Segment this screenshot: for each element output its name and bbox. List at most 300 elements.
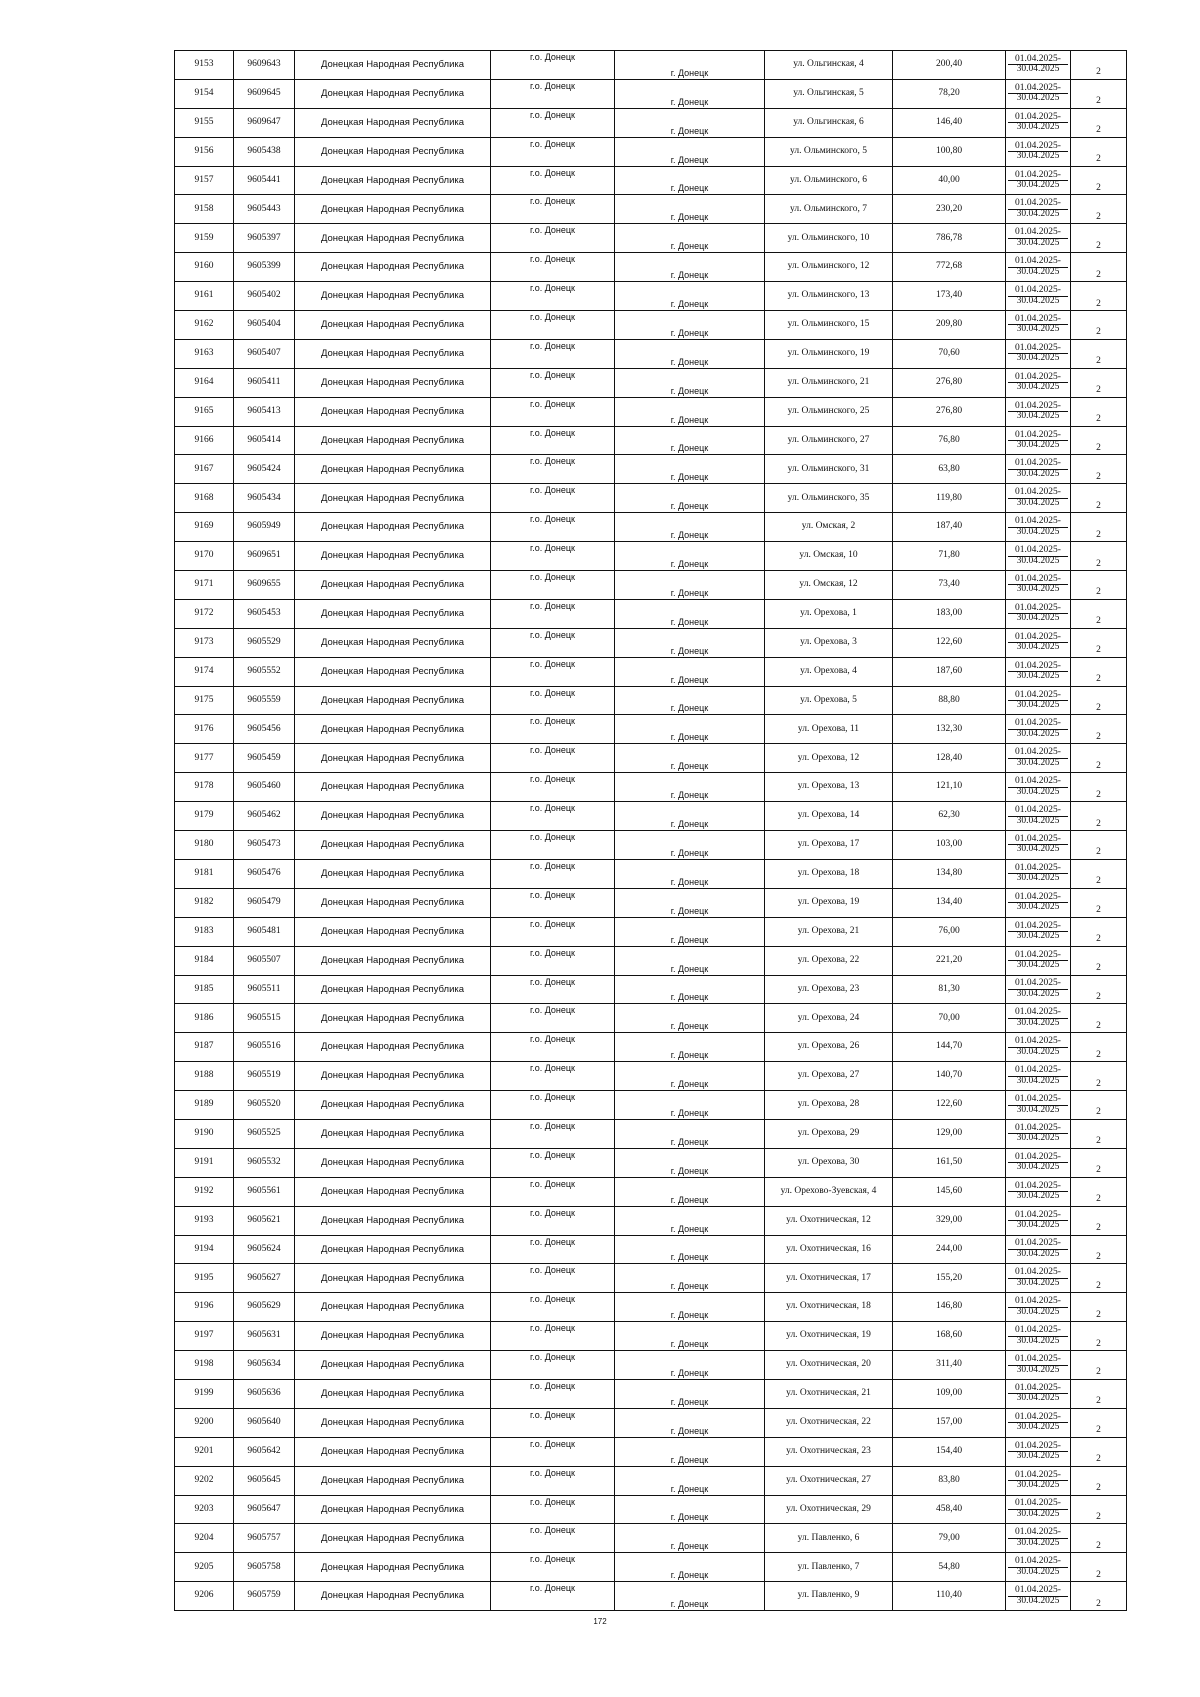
period-start-text: 01.04.2025-: [1015, 660, 1061, 671]
period-start-text: 01.04.2025-: [1015, 545, 1061, 556]
area-cell: 329,00: [893, 1206, 1006, 1235]
row-number-cell: 9203: [175, 1495, 234, 1524]
republic-cell: Донецкая Народная Республика: [295, 1293, 491, 1322]
period-end-text: 30.04.2025: [1008, 1509, 1068, 1520]
object-code-cell: 9605459: [234, 744, 295, 773]
urban-district-text: г.о. Донецк: [530, 1294, 575, 1305]
quantity-text: 2: [1096, 876, 1101, 887]
quantity-text: 2: [1096, 211, 1101, 222]
period-start-text: 01.04.2025-: [1015, 1325, 1061, 1336]
period-cell: [1006, 975, 1071, 1004]
address-cell: ул. Орехова, 12: [765, 744, 893, 773]
urban-district-text: г.о. Донецк: [530, 283, 575, 294]
period-end-text: 30.04.2025: [1008, 1365, 1068, 1376]
republic-cell: Донецкая Народная Республика: [295, 282, 491, 311]
urban-district-cell: [491, 1408, 615, 1437]
urban-district-cell: [491, 975, 615, 1004]
urban-district-cell: [491, 1322, 615, 1351]
republic-cell: Донецкая Народная Республика: [295, 339, 491, 368]
area-cell: 122,60: [893, 1091, 1006, 1120]
period-cell: [1006, 657, 1071, 686]
row-number-cell: 9176: [175, 715, 234, 744]
period-cell: [1006, 542, 1071, 571]
table-row: [175, 1524, 1127, 1553]
row-number-cell: 9196: [175, 1293, 234, 1322]
quantity-text: 2: [1096, 500, 1101, 511]
object-code-cell: 9605647: [234, 1495, 295, 1524]
quantity-cell: [1071, 1351, 1127, 1380]
quantity-text: 2: [1096, 1165, 1101, 1176]
address-cell: ул. Охотническая, 27: [765, 1466, 893, 1495]
quantity-cell: [1071, 888, 1127, 917]
urban-district-text: г.о. Донецк: [530, 1120, 575, 1131]
city-text: г. Донецк: [670, 1512, 709, 1523]
city-text: г. Донецк: [670, 1454, 709, 1465]
urban-district-text: г.о. Донецк: [530, 572, 575, 583]
period-end-text: 30.04.2025: [1008, 151, 1068, 162]
row-number-cell: 9161: [175, 282, 234, 311]
urban-district-text: г.о. Донецк: [530, 1323, 575, 1334]
city-text: г. Донецк: [670, 732, 709, 743]
row-number-cell: 9171: [175, 571, 234, 600]
city-cell: [615, 946, 765, 975]
period-start-text: 01.04.2025-: [1015, 631, 1061, 642]
urban-district-cell: [491, 773, 615, 802]
object-code-cell: 9605519: [234, 1062, 295, 1091]
urban-district-text: г.о. Донецк: [530, 860, 575, 871]
republic-cell: Донецкая Народная Республика: [295, 137, 491, 166]
period-start-text: 01.04.2025-: [1015, 833, 1061, 844]
period-start-text: 01.04.2025-: [1015, 1296, 1061, 1307]
period-end-text: 30.04.2025: [1008, 209, 1068, 220]
period-cell: [1006, 1524, 1071, 1553]
address-cell: ул. Охотническая, 17: [765, 1264, 893, 1293]
city-text: г. Донецк: [670, 963, 709, 974]
object-code-cell: 9605507: [234, 946, 295, 975]
area-cell: 83,80: [893, 1466, 1006, 1495]
quantity-cell: [1071, 1408, 1127, 1437]
quantity-text: 2: [1096, 1309, 1101, 1320]
row-number-cell: 9182: [175, 888, 234, 917]
urban-district-text: г.о. Донецк: [530, 1265, 575, 1276]
area-cell: 134,40: [893, 888, 1006, 917]
period-cell: [1006, 426, 1071, 455]
period-end-text: 30.04.2025: [1008, 353, 1068, 364]
republic-cell: Донецкая Народная Республика: [295, 166, 491, 195]
period-start-text: 01.04.2025-: [1015, 891, 1061, 902]
table-row: [175, 1119, 1127, 1148]
area-cell: 145,60: [893, 1177, 1006, 1206]
table-row: [175, 455, 1127, 484]
urban-district-cell: [491, 1351, 615, 1380]
area-cell: 62,30: [893, 802, 1006, 831]
urban-district-text: г.о. Донецк: [530, 369, 575, 380]
table-row: [175, 715, 1127, 744]
city-cell: [615, 1582, 765, 1611]
table-row: [175, 484, 1127, 513]
urban-district-cell: [491, 1466, 615, 1495]
period-end-text: 30.04.2025: [1008, 902, 1068, 913]
table-row: [175, 1033, 1127, 1062]
table-row: [175, 1582, 1127, 1611]
area-cell: 173,40: [893, 282, 1006, 311]
period-cell: [1006, 1033, 1071, 1062]
area-cell: 458,40: [893, 1495, 1006, 1524]
city-cell: [615, 1495, 765, 1524]
object-code-cell: 9605949: [234, 513, 295, 542]
city-text: г. Донецк: [670, 443, 709, 454]
period-end-text: 30.04.2025: [1008, 556, 1068, 567]
urban-district-text: г.о. Донецк: [530, 109, 575, 120]
table-row: [175, 859, 1127, 888]
city-text: г. Донецк: [670, 905, 709, 916]
urban-district-cell: [491, 282, 615, 311]
quantity-cell: [1071, 1582, 1127, 1611]
quantity-text: 2: [1096, 963, 1101, 973]
period-start-text: 01.04.2025-: [1015, 198, 1061, 209]
urban-district-cell: [491, 455, 615, 484]
city-text: г. Донецк: [670, 847, 709, 858]
quantity-cell: [1071, 1264, 1127, 1293]
period-end-text: 30.04.2025: [1008, 758, 1068, 769]
city-cell: [615, 1119, 765, 1148]
period-cell: [1006, 339, 1071, 368]
object-code-cell: 9605481: [234, 917, 295, 946]
table-row: [175, 79, 1127, 108]
urban-district-cell: [491, 108, 615, 137]
republic-cell: Донецкая Народная Республика: [295, 397, 491, 426]
row-number-cell: 9193: [175, 1206, 234, 1235]
urban-district-cell: [491, 1437, 615, 1466]
period-cell: [1006, 1293, 1071, 1322]
city-text: г. Донецк: [670, 1339, 709, 1350]
city-text: г. Донецк: [670, 1252, 709, 1263]
quantity-cell: [1071, 51, 1127, 80]
object-code-cell: 9605413: [234, 397, 295, 426]
area-cell: 168,60: [893, 1322, 1006, 1351]
city-cell: [615, 1553, 765, 1582]
address-cell: ул. Орехова, 4: [765, 657, 893, 686]
table-row: [175, 657, 1127, 686]
address-cell: ул. Орехова, 24: [765, 1004, 893, 1033]
urban-district-text: г.о. Донецк: [530, 716, 575, 727]
period-cell: [1006, 1495, 1071, 1524]
area-cell: 63,80: [893, 455, 1006, 484]
period-cell: [1006, 1264, 1071, 1293]
period-cell: [1006, 1582, 1071, 1611]
republic-cell: Донецкая Народная Республика: [295, 1495, 491, 1524]
register-table: [174, 50, 1127, 1611]
row-number-cell: 9170: [175, 542, 234, 571]
table-row: [175, 1466, 1127, 1495]
period-start-text: 01.04.2025-: [1015, 140, 1061, 151]
quantity-cell: [1071, 1004, 1127, 1033]
object-code-cell: 9605414: [234, 426, 295, 455]
period-start-text: 01.04.2025-: [1015, 1498, 1061, 1509]
quantity-text: 2: [1096, 760, 1101, 771]
urban-district-cell: [491, 195, 615, 224]
quantity-cell: [1071, 1062, 1127, 1091]
urban-district-text: г.о. Донецк: [530, 1063, 575, 1074]
period-end-text: 30.04.2025: [1008, 844, 1068, 855]
urban-district-cell: [491, 1148, 615, 1177]
city-text: г. Донецк: [670, 385, 709, 396]
urban-district-cell: [491, 224, 615, 253]
republic-cell: Донецкая Народная Республика: [295, 368, 491, 397]
city-cell: [615, 1148, 765, 1177]
table-row: [175, 773, 1127, 802]
period-end-text: 30.04.2025: [1008, 1105, 1068, 1116]
object-code-cell: 9605634: [234, 1351, 295, 1380]
period-end-text: 30.04.2025: [1008, 498, 1068, 509]
period-cell: [1006, 571, 1071, 600]
object-code-cell: 9605515: [234, 1004, 295, 1033]
table-row: [175, 1379, 1127, 1408]
table-row: [175, 599, 1127, 628]
quantity-text: 2: [1096, 96, 1101, 107]
period-cell: [1006, 888, 1071, 917]
quantity-text: 2: [1096, 1454, 1101, 1465]
period-start-text: 01.04.2025-: [1015, 227, 1061, 238]
city-text: г. Донецк: [670, 761, 709, 772]
object-code-cell: 9605520: [234, 1091, 295, 1120]
area-cell: 157,00: [893, 1408, 1006, 1437]
row-number-cell: 9158: [175, 195, 234, 224]
urban-district-text: г.о. Донецк: [530, 398, 575, 409]
urban-district-cell: [491, 628, 615, 657]
city-cell: [615, 917, 765, 946]
city-cell: [615, 715, 765, 744]
city-cell: [615, 484, 765, 513]
period-cell: [1006, 282, 1071, 311]
object-code-cell: 9605640: [234, 1408, 295, 1437]
republic-cell: Донецкая Народная Республика: [295, 513, 491, 542]
republic-cell: Донецкая Народная Республика: [295, 1177, 491, 1206]
city-text: г. Донецк: [670, 183, 709, 194]
period-start-text: 01.04.2025-: [1015, 1209, 1061, 1220]
republic-cell: Донецкая Народная Республика: [295, 744, 491, 773]
area-cell: 119,80: [893, 484, 1006, 513]
row-number-cell: 9154: [175, 79, 234, 108]
republic-cell: Донецкая Народная Республика: [295, 859, 491, 888]
republic-cell: Донецкая Народная Республика: [295, 1062, 491, 1091]
row-number-cell: 9180: [175, 831, 234, 860]
city-cell: [615, 108, 765, 137]
period-end-text: 30.04.2025: [1008, 1249, 1068, 1260]
object-code-cell: 9605511: [234, 975, 295, 1004]
period-start-text: 01.04.2025-: [1015, 1007, 1061, 1018]
period-end-text: 30.04.2025: [1008, 469, 1068, 480]
area-cell: 70,00: [893, 1004, 1006, 1033]
quantity-text: 2: [1096, 645, 1101, 656]
period-end-text: 30.04.2025: [1008, 931, 1068, 942]
period-cell: [1006, 802, 1071, 831]
period-end-text: 30.04.2025: [1008, 1133, 1068, 1144]
table-row: [175, 51, 1127, 80]
period-end-text: 30.04.2025: [1008, 411, 1068, 422]
quantity-cell: [1071, 1091, 1127, 1120]
city-text: г. Донецк: [670, 1136, 709, 1147]
table-row: [175, 571, 1127, 600]
republic-cell: Донецкая Народная Республика: [295, 1033, 491, 1062]
urban-district-cell: [491, 599, 615, 628]
quantity-cell: [1071, 859, 1127, 888]
object-code-cell: 9605424: [234, 455, 295, 484]
republic-cell: Донецкая Народная Республика: [295, 1553, 491, 1582]
quantity-text: 2: [1096, 1511, 1101, 1522]
object-code-cell: 9605629: [234, 1293, 295, 1322]
republic-cell: Донецкая Народная Республика: [295, 253, 491, 282]
quantity-cell: [1071, 426, 1127, 455]
area-cell: 88,80: [893, 686, 1006, 715]
area-cell: 786,78: [893, 224, 1006, 253]
urban-district-text: г.о. Донецк: [530, 1583, 575, 1594]
row-number-cell: 9168: [175, 484, 234, 513]
urban-district-text: г.о. Донецк: [530, 803, 575, 814]
row-number-cell: 9189: [175, 1091, 234, 1120]
table-row: [175, 686, 1127, 715]
period-cell: [1006, 946, 1071, 975]
quantity-cell: [1071, 166, 1127, 195]
city-cell: [615, 137, 765, 166]
city-cell: [615, 195, 765, 224]
row-number-cell: 9164: [175, 368, 234, 397]
row-number-cell: 9195: [175, 1264, 234, 1293]
city-cell: [615, 686, 765, 715]
period-end-text: 30.04.2025: [1008, 1336, 1068, 1347]
period-start-text: 01.04.2025-: [1015, 285, 1061, 296]
quantity-text: 2: [1096, 1107, 1101, 1118]
urban-district-cell: [491, 1379, 615, 1408]
table-row: [175, 1177, 1127, 1206]
period-start-text: 01.04.2025-: [1015, 169, 1061, 180]
table-row: [175, 831, 1127, 860]
table-row: [175, 802, 1127, 831]
object-code-cell: 9605399: [234, 253, 295, 282]
city-cell: [615, 1293, 765, 1322]
area-cell: 76,80: [893, 426, 1006, 455]
city-text: г. Донецк: [670, 587, 709, 598]
period-end-text: 30.04.2025: [1008, 1596, 1068, 1607]
table-row: [175, 1437, 1127, 1466]
row-number-cell: 9202: [175, 1466, 234, 1495]
city-cell: [615, 426, 765, 455]
address-cell: ул. Ольгинская, 5: [765, 79, 893, 108]
period-cell: [1006, 1466, 1071, 1495]
urban-district-cell: [491, 1004, 615, 1033]
quantity-cell: [1071, 802, 1127, 831]
period-start-text: 01.04.2025-: [1015, 400, 1061, 411]
object-code-cell: 9605516: [234, 1033, 295, 1062]
urban-district-cell: [491, 79, 615, 108]
city-cell: [615, 1322, 765, 1351]
city-cell: [615, 542, 765, 571]
period-end-text: 30.04.2025: [1008, 238, 1068, 249]
quantity-cell: [1071, 599, 1127, 628]
urban-district-cell: [491, 166, 615, 195]
table-row: [175, 1553, 1127, 1582]
urban-district-cell: [491, 571, 615, 600]
urban-district-cell: [491, 946, 615, 975]
quantity-text: 2: [1096, 356, 1101, 367]
period-end-text: 30.04.2025: [1008, 671, 1068, 682]
urban-district-text: г.о. Донецк: [530, 1005, 575, 1016]
period-end-text: 30.04.2025: [1008, 1162, 1068, 1173]
urban-district-cell: [491, 484, 615, 513]
address-cell: ул. Ольминского, 10: [765, 224, 893, 253]
period-start-text: 01.04.2025-: [1015, 978, 1061, 989]
object-code-cell: 9605476: [234, 859, 295, 888]
urban-district-text: г.о. Донецк: [530, 1380, 575, 1391]
area-cell: 129,00: [893, 1119, 1006, 1148]
period-cell: [1006, 195, 1071, 224]
address-cell: ул. Орехова, 26: [765, 1033, 893, 1062]
address-cell: ул. Павленко, 9: [765, 1582, 893, 1611]
city-text: г. Донецк: [670, 1599, 709, 1610]
city-text: г. Донецк: [670, 327, 709, 338]
republic-cell: Донецкая Народная Республика: [295, 1408, 491, 1437]
object-code-cell: 9605559: [234, 686, 295, 715]
row-number-cell: 9186: [175, 1004, 234, 1033]
city-cell: [615, 599, 765, 628]
address-cell: ул. Ольминского, 19: [765, 339, 893, 368]
period-cell: [1006, 599, 1071, 628]
urban-district-text: г.о. Донецк: [530, 1525, 575, 1536]
object-code-cell: 9609643: [234, 51, 295, 80]
row-number-cell: 9179: [175, 802, 234, 831]
object-code-cell: 9605525: [234, 1119, 295, 1148]
quantity-cell: [1071, 79, 1127, 108]
table-row: [175, 339, 1127, 368]
object-code-cell: 9609651: [234, 542, 295, 571]
address-cell: ул. Ольминского, 12: [765, 253, 893, 282]
area-cell: 154,40: [893, 1437, 1006, 1466]
row-number-cell: 9188: [175, 1062, 234, 1091]
urban-district-cell: [491, 1524, 615, 1553]
area-cell: 140,70: [893, 1062, 1006, 1091]
period-cell: [1006, 859, 1071, 888]
table-row: [175, 1322, 1127, 1351]
quantity-cell: [1071, 484, 1127, 513]
quantity-cell: [1071, 946, 1127, 975]
address-cell: ул. Орехово-Зуевская, 4: [765, 1177, 893, 1206]
city-text: г. Донецк: [670, 501, 709, 512]
urban-district-cell: [491, 1264, 615, 1293]
address-cell: ул. Орехова, 17: [765, 831, 893, 860]
address-cell: ул. Ольминского, 27: [765, 426, 893, 455]
address-cell: ул. Ольминского, 35: [765, 484, 893, 513]
urban-district-text: г.о. Донецк: [530, 600, 575, 611]
city-cell: [615, 1408, 765, 1437]
period-end-text: 30.04.2025: [1008, 1480, 1068, 1491]
period-cell: [1006, 108, 1071, 137]
urban-district-text: г.о. Донецк: [530, 1438, 575, 1449]
period-end-text: 30.04.2025: [1008, 873, 1068, 884]
period-end-text: 30.04.2025: [1008, 816, 1068, 827]
table-row: [175, 426, 1127, 455]
address-cell: ул. Павленко, 7: [765, 1553, 893, 1582]
table-row: [175, 744, 1127, 773]
city-text: г. Донецк: [670, 645, 709, 656]
city-cell: [615, 744, 765, 773]
object-code-cell: 9605453: [234, 599, 295, 628]
table-row: [175, 1148, 1127, 1177]
period-end-text: 30.04.2025: [1008, 1567, 1068, 1578]
period-start-text: 01.04.2025-: [1015, 776, 1061, 787]
period-start-text: 01.04.2025-: [1015, 1036, 1061, 1047]
quantity-text: 2: [1096, 1078, 1101, 1089]
urban-district-text: г.о. Донецк: [530, 196, 575, 207]
